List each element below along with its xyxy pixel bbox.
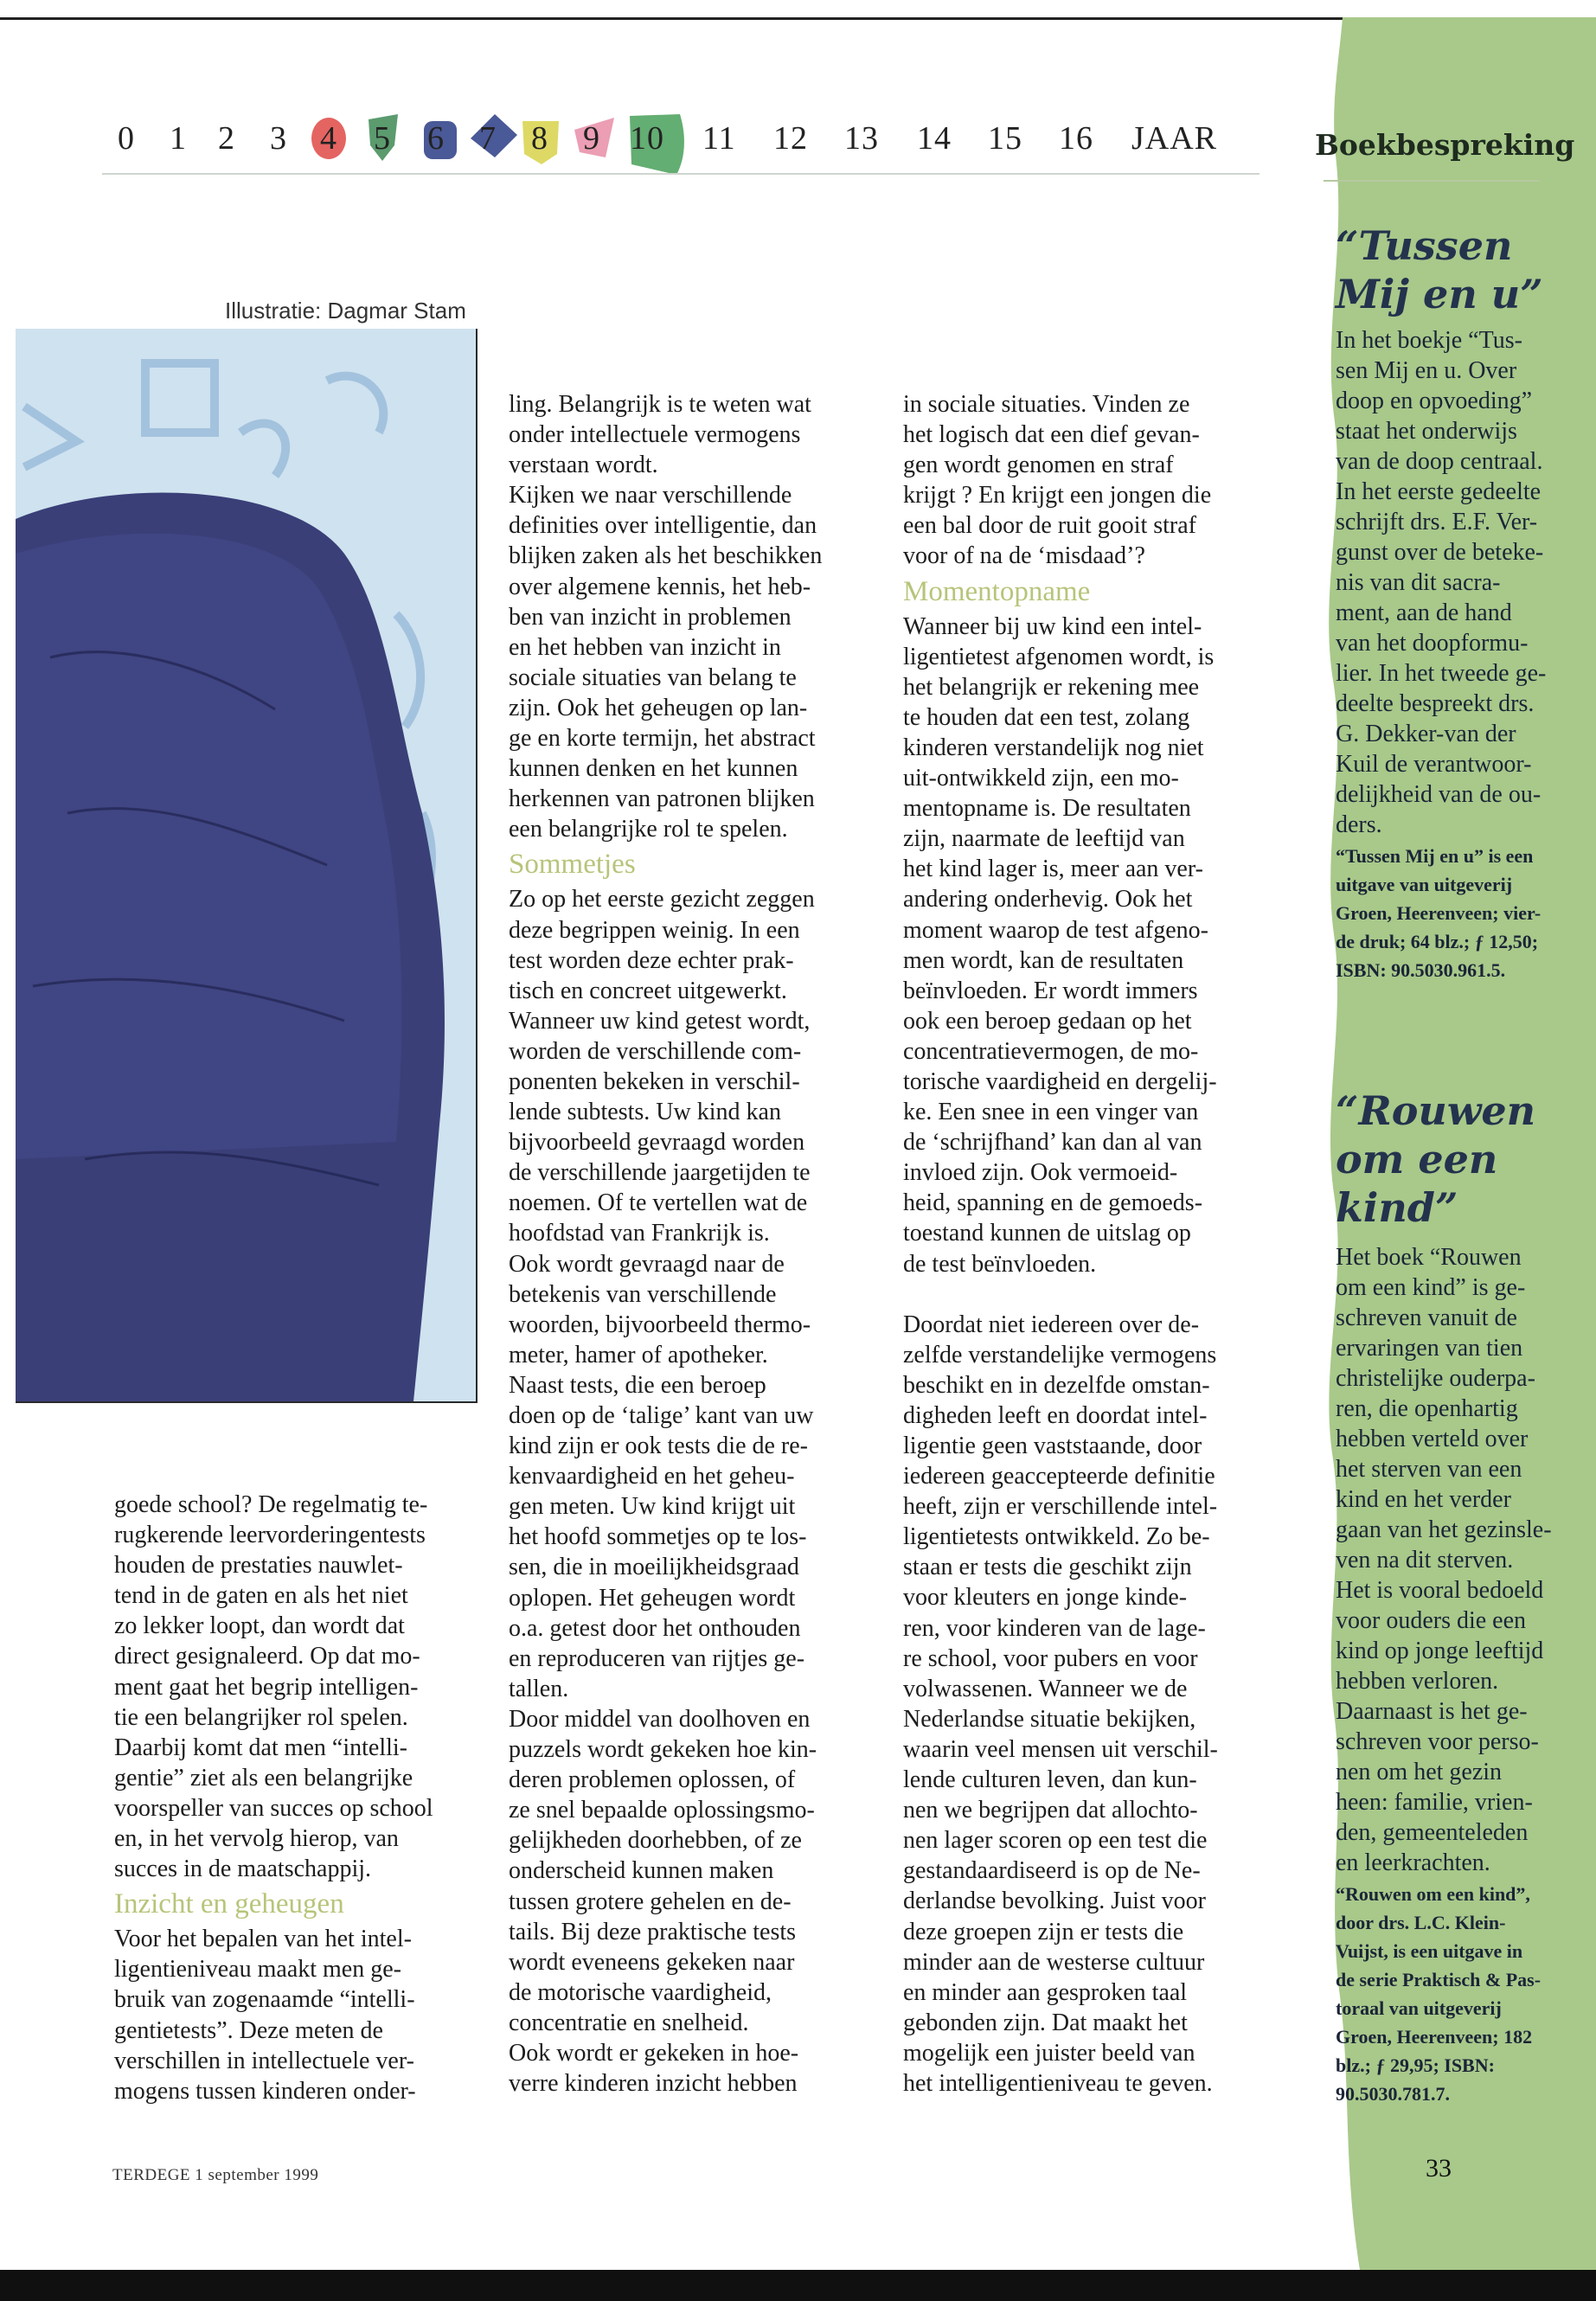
- article-line: het belangrijk er rekening mee: [903, 673, 1200, 701]
- book2-review-line: ven na dit sterven.: [1336, 1547, 1514, 1574]
- article-line: deze groepen zijn er tests die: [903, 1918, 1184, 1945]
- article-line: onderscheid kunnen maken: [509, 1857, 774, 1885]
- article-line: uit-ontwikkeld zijn, een mo-: [903, 765, 1179, 792]
- article-line: over algemene kennis, het heb-: [509, 573, 811, 600]
- book1-info-line: uitgave van uitgeverij: [1336, 874, 1513, 895]
- book1-info-line: Groen, Heerenveen; vier-: [1336, 902, 1542, 924]
- article-line: ren, voor kinderen van de lage-: [903, 1614, 1206, 1642]
- column-3: [903, 389, 1266, 2099]
- article-line: voor kleuters en jonge kinde-: [903, 1584, 1188, 1612]
- book2-review-line: Het boek “Rouwen: [1336, 1244, 1522, 1271]
- article-line: kunnen denken en het kunnen: [509, 755, 798, 783]
- article-line: voor of na de ‘misdaad’?: [903, 542, 1145, 570]
- book1-title-line: “Tussen: [1336, 222, 1513, 269]
- article-line: nen lager scoren op een test die: [903, 1827, 1208, 1855]
- book1-review-line: deelte bespreekt drs.: [1336, 690, 1535, 717]
- article-line: tallen.: [509, 1675, 569, 1702]
- age-unit: JAAR: [1131, 120, 1218, 157]
- article-line: ling. Belangrijk is te weten wat: [509, 391, 811, 418]
- article-line: men wordt, kan de resultaten: [903, 946, 1184, 974]
- book1-review-line: lier. In het tweede ge-: [1336, 660, 1547, 687]
- article-line: het intelligentieniveau te geven.: [903, 2069, 1213, 2097]
- age-2: 2: [218, 120, 235, 157]
- article-line: het kind lager is, meer aan ver-: [903, 856, 1203, 883]
- article-line: toestand kunnen de uitslag op: [903, 1220, 1191, 1247]
- article-line: rugkerende leervorderingentests: [114, 1522, 426, 1549]
- age-scale: [112, 119, 1263, 171]
- article-line: waarin veel mensen uit verschil-: [903, 1735, 1218, 1763]
- book2-review-line: ren, die openhartig: [1336, 1395, 1518, 1422]
- article-line: ge en korte termijn, het abstract: [509, 725, 816, 753]
- book1-review-line: van het doopformu-: [1336, 630, 1529, 657]
- book2-review-line: het sterven van een: [1336, 1456, 1522, 1483]
- book1-review: [1336, 325, 1586, 984]
- book1-title-line: Mij en u”: [1336, 271, 1543, 317]
- article-line: en, in het vervolg hierop, van: [114, 1825, 399, 1853]
- article-line: de motorische vaardigheid,: [509, 1978, 772, 2006]
- article-line: Zo op het eerste gezicht zeggen: [509, 886, 815, 913]
- article-line: ke. Een snee in een vinger van: [903, 1099, 1199, 1126]
- age-5: 5: [374, 120, 391, 157]
- article-line: re school, voor pubers en voor: [903, 1644, 1198, 1672]
- article-line: verre kinderen inzicht hebben: [509, 2070, 798, 2098]
- article-line: zo lekker loopt, dan wordt dat: [114, 1612, 405, 1640]
- article-line: mogelijk een juister beeld van: [903, 2039, 1195, 2067]
- article-line: wordt eveneens gekeken naar: [509, 1948, 795, 1976]
- book2-review-line: ervaringen van tien: [1336, 1335, 1523, 1362]
- article-line: het hoofd sommetjes op te los-: [509, 1523, 807, 1551]
- article-line: heeft, zijn er verschillende intel-: [903, 1493, 1218, 1521]
- book1-review-line: gunst over de beteke-: [1336, 539, 1544, 566]
- book1-review-line: ders.: [1336, 811, 1382, 838]
- article-line: lende culturen leven, dan kun-: [903, 1766, 1197, 1794]
- article-line: meter, hamer of apotheker.: [509, 1341, 768, 1368]
- article-line: minder aan de westerse cultuur: [903, 1948, 1205, 1976]
- article-line: krijgt ? En krijgt een jongen die: [903, 482, 1212, 510]
- article-line: zijn. Ook het geheugen op lan-: [509, 694, 808, 721]
- article-line: verschillen in intellectuele ver-: [114, 2047, 414, 2074]
- article-line: de ‘schrijfhand’ kan dan al van: [903, 1129, 1202, 1157]
- article-line: mentopname is. De resultaten: [903, 795, 1191, 823]
- article-line: zelfde verstandelijke vermogens: [903, 1341, 1217, 1368]
- illustration: [16, 329, 478, 1403]
- age-9: 9: [583, 120, 600, 157]
- book2-review-line: schreven vanuit de: [1336, 1304, 1517, 1331]
- article-line: herkennen van patronen blijken: [509, 785, 815, 813]
- book1-review-line: G. Dekker-van der: [1336, 721, 1516, 747]
- book1-review-line: delijkheid van de ou-: [1336, 781, 1542, 808]
- article-line: worden de verschillende com-: [509, 1037, 802, 1065]
- book1-review-line: nis van dit sacra-: [1336, 569, 1501, 596]
- book2-info-line: de serie Praktisch & Pas-: [1336, 1969, 1542, 1990]
- article-line: staan er tests die geschikt zijn: [903, 1554, 1192, 1581]
- age-10: 10: [630, 120, 664, 157]
- article-line: houden de prestaties nauwlet-: [114, 1552, 403, 1580]
- article-line: gentie” ziet als een belangrijke: [114, 1764, 413, 1791]
- book2-info-line: 90.5030.781.7.: [1336, 2083, 1450, 2105]
- article-line: puzzels wordt gekeken hoe kin-: [509, 1736, 817, 1764]
- article-line: en het hebben van inzicht in: [509, 633, 781, 661]
- book1-info-line: de druk; 64 blz.; ƒ 12,50;: [1336, 931, 1539, 952]
- sidebar-heading: Boekbespreking: [1315, 128, 1575, 162]
- book1-info-line: “Tussen Mij en u” is een: [1336, 845, 1534, 867]
- book1-review-line: In het eerste gedeelte: [1336, 478, 1542, 505]
- article-line: kind zijn er ook tests die de re-: [509, 1433, 809, 1460]
- age-scale-rule: [102, 173, 1259, 175]
- article-line: ponenten bekeken in verschil-: [509, 1067, 800, 1095]
- article-line: in sociale situaties. Vinden ze: [903, 391, 1190, 418]
- sidebar-heading-rule: [1324, 180, 1540, 182]
- article-line: verstaan wordt.: [509, 452, 658, 479]
- book2-info-line: toraal van uitgeverij: [1336, 1997, 1502, 2019]
- age-6: 6: [427, 120, 445, 157]
- column-2: [509, 389, 867, 2099]
- bottom-bar: [0, 2270, 1596, 2301]
- article-line: succes in de maatschappij.: [114, 1856, 372, 1883]
- article-line: tails. Bij deze praktische tests: [509, 1918, 797, 1945]
- book2-review-line: kind en het verder: [1336, 1486, 1511, 1513]
- book2-title-line: om een: [1336, 1136, 1498, 1183]
- book1-review-line: doop en opvoeding”: [1336, 388, 1533, 414]
- age-0: 0: [118, 120, 135, 157]
- book2-title-line: “Rouwen: [1336, 1087, 1536, 1134]
- book1-review-line: van de doop centraal.: [1336, 448, 1543, 475]
- article-line: Ook wordt er gekeken in hoe-: [509, 2039, 799, 2067]
- book1-review-line: Kuil de verantwoor-: [1336, 751, 1532, 778]
- article-line: onder intellectuele vermogens: [509, 421, 801, 449]
- article-line: beschikt en in dezelfde omstan-: [903, 1371, 1210, 1399]
- age-3: 3: [270, 120, 287, 157]
- article-line: voorspeller van succes op school: [114, 1794, 433, 1822]
- article-line: goede school? De regelmatig te-: [114, 1491, 428, 1518]
- article-line: tisch en concreet uitgewerkt.: [509, 977, 787, 1004]
- article-line: zijn, naarmate de leeftijd van: [903, 825, 1185, 853]
- age-12: 12: [773, 120, 808, 157]
- article-line: kenvaardigheid en het geheu-: [509, 1463, 795, 1490]
- article-line: sociale situaties van belang te: [509, 663, 797, 691]
- article-line: deren problemen oplossen, of: [509, 1766, 796, 1794]
- article-line: hoofdstad van Frankrijk is.: [509, 1220, 770, 1247]
- article-line: beïnvloeden. Er wordt immers: [903, 977, 1198, 1004]
- article-line: een bal door de ruit gooit straf: [903, 512, 1197, 540]
- article-line: iedereen geaccepteerde definitie: [903, 1463, 1215, 1490]
- book2-review-line: Daarnaast is het ge-: [1336, 1698, 1528, 1725]
- book2-review-line: heen: familie, vrien-: [1336, 1789, 1533, 1816]
- column-1: [114, 1490, 483, 2106]
- book2-info-line: “Rouwen om een kind”,: [1336, 1883, 1530, 1905]
- age-1: 1: [170, 120, 187, 157]
- article-line: Voor het bepalen van het intel-: [114, 1926, 412, 1953]
- article-line: invloed zijn. Ook vermoeid-: [903, 1159, 1178, 1187]
- article-line: ligentietests ontwikkeld. Zo be-: [903, 1523, 1210, 1551]
- article-line: doen op de ‘talige’ kant van uw: [509, 1402, 814, 1429]
- book1-review-line: sen Mij en u. Over: [1336, 357, 1517, 384]
- article-line: mogens tussen kinderen onder-: [114, 2077, 416, 2105]
- article-line: moment waarop de test afgeno-: [903, 916, 1208, 944]
- article-line: bijvoorbeeld gevraagd worden: [509, 1129, 805, 1157]
- subhead-sommetjes: Sommetjes: [509, 849, 636, 881]
- article-line: ligentietest afgenomen wordt, is: [903, 643, 1215, 670]
- article-line: ben van inzicht in problemen: [509, 603, 792, 631]
- book2-review-line: om een kind” is ge-: [1336, 1274, 1526, 1301]
- article-line: betekenis van verschillende: [509, 1280, 777, 1308]
- article-line: bruik van zogenaamde “intelli-: [114, 1986, 415, 2014]
- article-line: heid, spanning en de gemoeds-: [903, 1189, 1203, 1217]
- article-line: gelijkheden doorhebben, of ze: [509, 1827, 802, 1855]
- article-line: Ook wordt gevraagd naar de: [509, 1250, 785, 1278]
- article-line: torische vaardigheid en dergelij-: [903, 1067, 1217, 1095]
- article-line: nen we begrijpen dat allochto-: [903, 1797, 1198, 1824]
- book2-review-line: Het is vooral bedoeld: [1336, 1577, 1544, 1604]
- article-line: ze snel bepaalde oplossingsmo-: [509, 1797, 815, 1824]
- article-line: oplopen. Het geheugen wordt: [509, 1584, 796, 1612]
- book2-review: [1336, 1242, 1586, 2108]
- book2-review-line: den, gemeenteleden: [1336, 1819, 1529, 1846]
- book2-review-line: en leerkrachten.: [1336, 1849, 1490, 1876]
- article-line: test worden deze echter prak-: [509, 946, 794, 974]
- article-line: te houden dat een test, zolang: [903, 703, 1190, 731]
- article-line: ment gaat het begrip intelligen-: [114, 1673, 419, 1701]
- book2-review-line: gaan van het gezinsle-: [1336, 1516, 1552, 1543]
- book2-title-line: kind”: [1336, 1184, 1458, 1231]
- illustration-credit: Illustratie: Dagmar Stam: [225, 298, 466, 324]
- article-line: het logisch dat een dief gevan-: [903, 421, 1200, 449]
- article-line: lende subtests. Uw kind kan: [509, 1099, 781, 1126]
- age-8: 8: [531, 120, 548, 157]
- article-line: direct gesignaleerd. Op dat mo-: [114, 1643, 420, 1670]
- book2-review-line: nen om het gezin: [1336, 1759, 1503, 1785]
- article-line: een belangrijke rol te spelen.: [509, 816, 788, 843]
- article-line: blijken zaken als het beschikken: [509, 542, 823, 570]
- age-7: 7: [479, 120, 497, 157]
- age-15: 15: [988, 120, 1022, 157]
- article-line: ligentieniveau maakt men ge-: [114, 1956, 401, 1984]
- article-line: kinderen verstandelijk nog niet: [903, 734, 1204, 761]
- book1-review-line: schrijft drs. E.F. Ver-: [1336, 509, 1538, 535]
- article-line: tussen grotere gehelen en de-: [509, 1888, 792, 1915]
- publication-footer: TERDEGE 1 september 1999: [112, 2166, 319, 2184]
- book2-info-line: Vuijst, is een uitgave in: [1336, 1940, 1523, 1962]
- article-line: concentratievermogen, de mo-: [903, 1037, 1199, 1065]
- book1-title: [1336, 221, 1586, 318]
- book2-review-line: kind op jonge leeftijd: [1336, 1638, 1544, 1664]
- article-line: volwassenen. Wanneer we de: [903, 1675, 1188, 1702]
- article-line: definities over intelligentie, dan: [509, 512, 817, 540]
- age-13: 13: [844, 120, 879, 157]
- book2-review-line: hebben verloren.: [1336, 1668, 1499, 1695]
- article-line: noemen. Of te vertellen wat de: [509, 1189, 808, 1217]
- article-line: Door middel van doolhoven en: [509, 1705, 811, 1733]
- age-14: 14: [917, 120, 952, 157]
- book2-info-line: door drs. L.C. Klein-: [1336, 1912, 1506, 1933]
- book2-review-line: schreven voor perso-: [1336, 1728, 1539, 1755]
- article-line: en reproduceren van rijtjes ge-: [509, 1644, 805, 1672]
- article-line: Naast tests, die een beroep: [509, 1371, 766, 1399]
- article-line: gentietests”. Deze meten de: [114, 2016, 383, 2044]
- book2-review-line: voor ouders die een: [1336, 1607, 1527, 1634]
- article-line: Wanneer bij uw kind een intel-: [903, 612, 1202, 640]
- article-line: de verschillende jaargetijden te: [509, 1159, 811, 1187]
- subhead-inzicht: Inzicht en geheugen: [114, 1888, 344, 1920]
- article-line: Doordat niet iedereen over de-: [903, 1311, 1200, 1338]
- book1-review-line: staat het onderwijs: [1336, 418, 1517, 445]
- article-line: Daarbij komt dat men “intelli-: [114, 1734, 408, 1761]
- article-line: ook een beroep gedaan op het: [903, 1007, 1192, 1035]
- age-4: 4: [320, 120, 337, 157]
- article-line: en minder aan gesproken taal: [903, 1978, 1188, 2006]
- article-line: sen, die in moeilijkheidsgraad: [509, 1554, 799, 1581]
- book2-review-line: hebben verteld over: [1336, 1426, 1529, 1452]
- article-line: digheden leeft en doordat intel-: [903, 1401, 1208, 1429]
- subhead-momentopname: Momentopname: [903, 575, 1091, 607]
- page-number: 33: [1426, 2154, 1452, 2182]
- article-line: Wanneer uw kind getest wordt,: [509, 1007, 811, 1035]
- book2-title: [1336, 1086, 1586, 1232]
- book2-info-line: Groen, Heerenveen; 182: [1336, 2026, 1533, 2048]
- book1-info-line: ISBN: 90.5030.961.5.: [1336, 959, 1506, 981]
- article-line: deze begrippen weinig. In een: [509, 916, 800, 944]
- article-line: Kijken we naar verschillende: [509, 482, 792, 510]
- age-16: 16: [1059, 120, 1093, 157]
- article-line: tie een belangrijker rol spelen.: [114, 1703, 408, 1731]
- article-line: woorden, bijvoorbeeld thermo-: [509, 1311, 811, 1338]
- book1-review-line: ment, aan de hand: [1336, 599, 1512, 626]
- article-line: concentratie en snelheid.: [509, 2009, 749, 2036]
- age-11: 11: [702, 120, 736, 157]
- article-line: derlandse bevolking. Juist voor: [903, 1888, 1206, 1915]
- article-line: Nederlandse situatie bekijken,: [903, 1705, 1196, 1733]
- article-line: gen wordt genomen en straf: [903, 452, 1174, 479]
- article-line: tend in de gaten en als het niet: [114, 1582, 408, 1610]
- book1-review-line: In het boekje “Tus-: [1336, 327, 1522, 354]
- book2-info-line: blz.; ƒ 29,95; ISBN:: [1336, 2054, 1495, 2076]
- article-line: gebonden zijn. Dat maakt het: [903, 2009, 1188, 2036]
- article-line: ligentie geen vaststaande, door: [903, 1433, 1202, 1459]
- article-line: gestandaardiseerd is op de Ne-: [903, 1857, 1201, 1885]
- article-line: gen meten. Uw kind krijgt uit: [509, 1493, 796, 1521]
- article-line: andering onderhevig. Ook het: [903, 886, 1193, 913]
- article-line: de test beïnvloeden.: [903, 1250, 1097, 1278]
- book2-review-line: christelijke ouderpa-: [1336, 1365, 1535, 1392]
- article-line: o.a. getest door het onthouden: [509, 1614, 801, 1642]
